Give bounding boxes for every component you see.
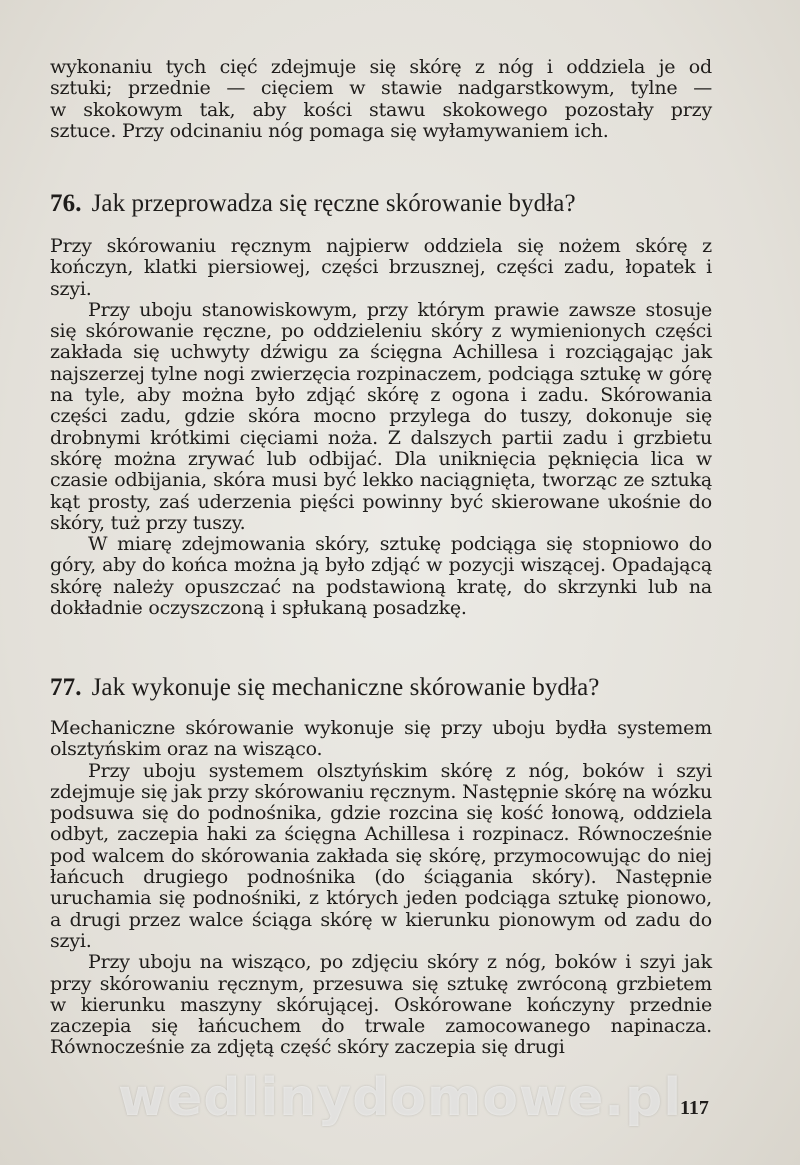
- section-76-body: [50, 236, 712, 619]
- intro-line: sztuce. Przy odcinaniu nóg pomaga się wyłamywaniem ich.: [50, 119, 609, 142]
- section-77-paragraph-1: Mechaniczne skórowanie wykonuje się przy uboju bydła systemem olsztyńskim oraz na wisząco.: [50, 717, 712, 761]
- section-77-number: 77.: [50, 674, 82, 701]
- section-77-paragraph-2: Przy uboju systemem olsztyńskim skórę z nóg, boków i szyi zdejmuje się jak przy skórowaniu ręcznym. Następnie skórę na wózku podsuwa się do podnośnika, gdzie rozcina się kość łonową, oddziela odbyt, zaczepia haki za ścięgna Achillesa i rozpinacz. Równocześnie pod walcem do skórowania zakłada się skórę, przymocowując do niej łańcuch drugiego podnośnika (do ściągania skóry). Następnie uruchamia się podnośniki, z których jeden podciąga sztukę pionowo, a drugi przez walce ściąga skórę w kierunku pionowym od zadu do szyi.: [50, 759, 712, 952]
- section-77-paragraph-3: Przy uboju na wisząco, po zdjęciu skóry z nóg, boków i szyi jak przy skórowaniu ręcznym, przesuwa się sztukę zwróconą grzbietem w kierunku maszyny skórującej. Oskórowane kończyny przednie zaczepia się łańcuchem do trwale zamocowanego napinacza. Równocześnie za zdjętą część skóry zaczepia się drugi: [50, 951, 712, 1059]
- intro-line: sztuki; przednie — cięciem w stawie nadgarstkowym, tylne —: [50, 77, 712, 100]
- section-77-heading: [50, 674, 730, 702]
- section-76-paragraph-3: W miarę zdejmowania skóry, sztukę podciąga się stopniowo do góry, aby do końca można ją było zdjąć w pozycji wiszącej. Opadającą skórę należy opuszczać na podstawioną kratę, do skrzynki lub na dokładnie oczyszczoną i spłukaną posadzkę.: [50, 533, 712, 620]
- section-76-title: Jak przeprowadza się ręczne skórowanie bydła?: [91, 190, 576, 217]
- intro-line: wykonaniu tych cięć zdejmuje się skórę z nóg i oddziela je od: [50, 56, 712, 78]
- section-76-paragraph-1: Przy skórowaniu ręcznym najpierw oddziela się nożem skórę z kończyn, klatki piersiowej, części brzusznej, części zadu, łopatek i szyi.: [50, 235, 712, 300]
- intro-paragraph: [50, 57, 712, 142]
- section-76-heading: [50, 190, 730, 218]
- section-77-title: Jak wykonuje się mechaniczne skórowanie bydła?: [91, 674, 600, 701]
- section-76-paragraph-2: Przy uboju stanowiskowym, przy którym prawie zawsze stosuje się skórowanie ręczne, po oddzieleniu skóry z wymienionych części zakłada się uchwyty dźwigu za ścięgna Achillesa i rozciągając jak najszerzej tylne nogi zwierzęcia rozpinaczem, podciąga sztukę w górę na tyle, aby można było zdjąć skórę z ogona i zadu. Skórowania części zadu, gdzie skóra mocno przylega do tuszy, dokonuje się drobnymi krótkimi cięciami noża. Z dalszych partii zadu i grzbietu skórę można zrywać lub odbijać. Dla uniknięcia pęknięcia lica w czasie odbijania, skóra musi być lekko naciągnięta, tworząc ze sztuką kąt prosty, zaś uderzenia pięści powinny być skierowane ukośnie do skóry, tuż przy tuszy.: [50, 298, 712, 534]
- section-76-number: 76.: [50, 190, 82, 217]
- intro-line: w skokowym tak, aby kości stawu skokowego pozostały przy: [50, 98, 712, 121]
- page-number: 117: [680, 1097, 709, 1119]
- section-77-body: [50, 718, 712, 1059]
- watermark: wedlinydomowe.pl: [117, 1068, 683, 1128]
